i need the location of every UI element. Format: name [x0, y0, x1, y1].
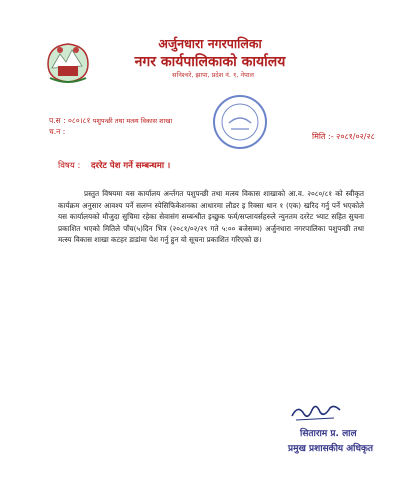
subject-text: दररेट पेश गर्ने सम्बन्धमा । [91, 161, 171, 171]
office-name: नगर कार्यपालिकाको कार्यालय [134, 54, 286, 70]
letter-number-label: प.स : ०८०।८१ [49, 116, 91, 125]
municipality-name: अर्जुनधारा नगरपालिका [158, 36, 262, 51]
letter-date: मिति :- २०८१/०२/२८ [312, 132, 375, 141]
signatory-designation: प्रमुख प्रशासकीय अधिकृत [288, 444, 374, 454]
subject-label: विषय : [58, 161, 81, 171]
signatory-name: सिताराम प्र. लाल [300, 429, 357, 439]
dispatch-number: च.न : [49, 127, 66, 136]
letter-number-dept: पशुपन्छी तथा मत्स्य विकास शाखा [92, 117, 173, 125]
handwritten-signature [288, 398, 344, 424]
nepal-emblem-logo [44, 40, 92, 86]
notice-body: प्रस्तुत विषयमा यस कार्यालय अर्न्तगत पशुपन्छी तथा मत्स्य विकास शाखाको आ.व. २०८०/८१ को स्वीकृत कार्यक्रम अनुसार आवश्य पर्ने सलग्न स्पेसिफिकेशनका आधारमा लौडर इ रिक्सा थान १ (एक) खरिद गर्नु पर्ने भएकोले यस कार्यालयको मौजुदा सुचिमा रहेका सेवासंग सम्बन्धीत इच्छुक फर्म/सप्लायर्सहरुले न्युनतम दररेट भ्याट सहित सुचना प्रकाशित भएको मितिले पाँच(५)दिन भित्र (२०८१/०२/२९ गते ५:०० बजेसम्म) अर्जुनधारा नगरपालिका पशुपन्छी तथा मत्स्य विकास शाखा कटहर डाडांमा पेश गर्नु हुन यो सूचना प्रकाशित गरिएको छ। [58, 189, 364, 245]
office-address: सनिश्चरे, झापा, प्रदेश नं. १, नेपाल [172, 71, 254, 79]
letter-number [49, 116, 172, 126]
subject-line [58, 160, 170, 171]
office-seal-stamp [211, 93, 269, 151]
